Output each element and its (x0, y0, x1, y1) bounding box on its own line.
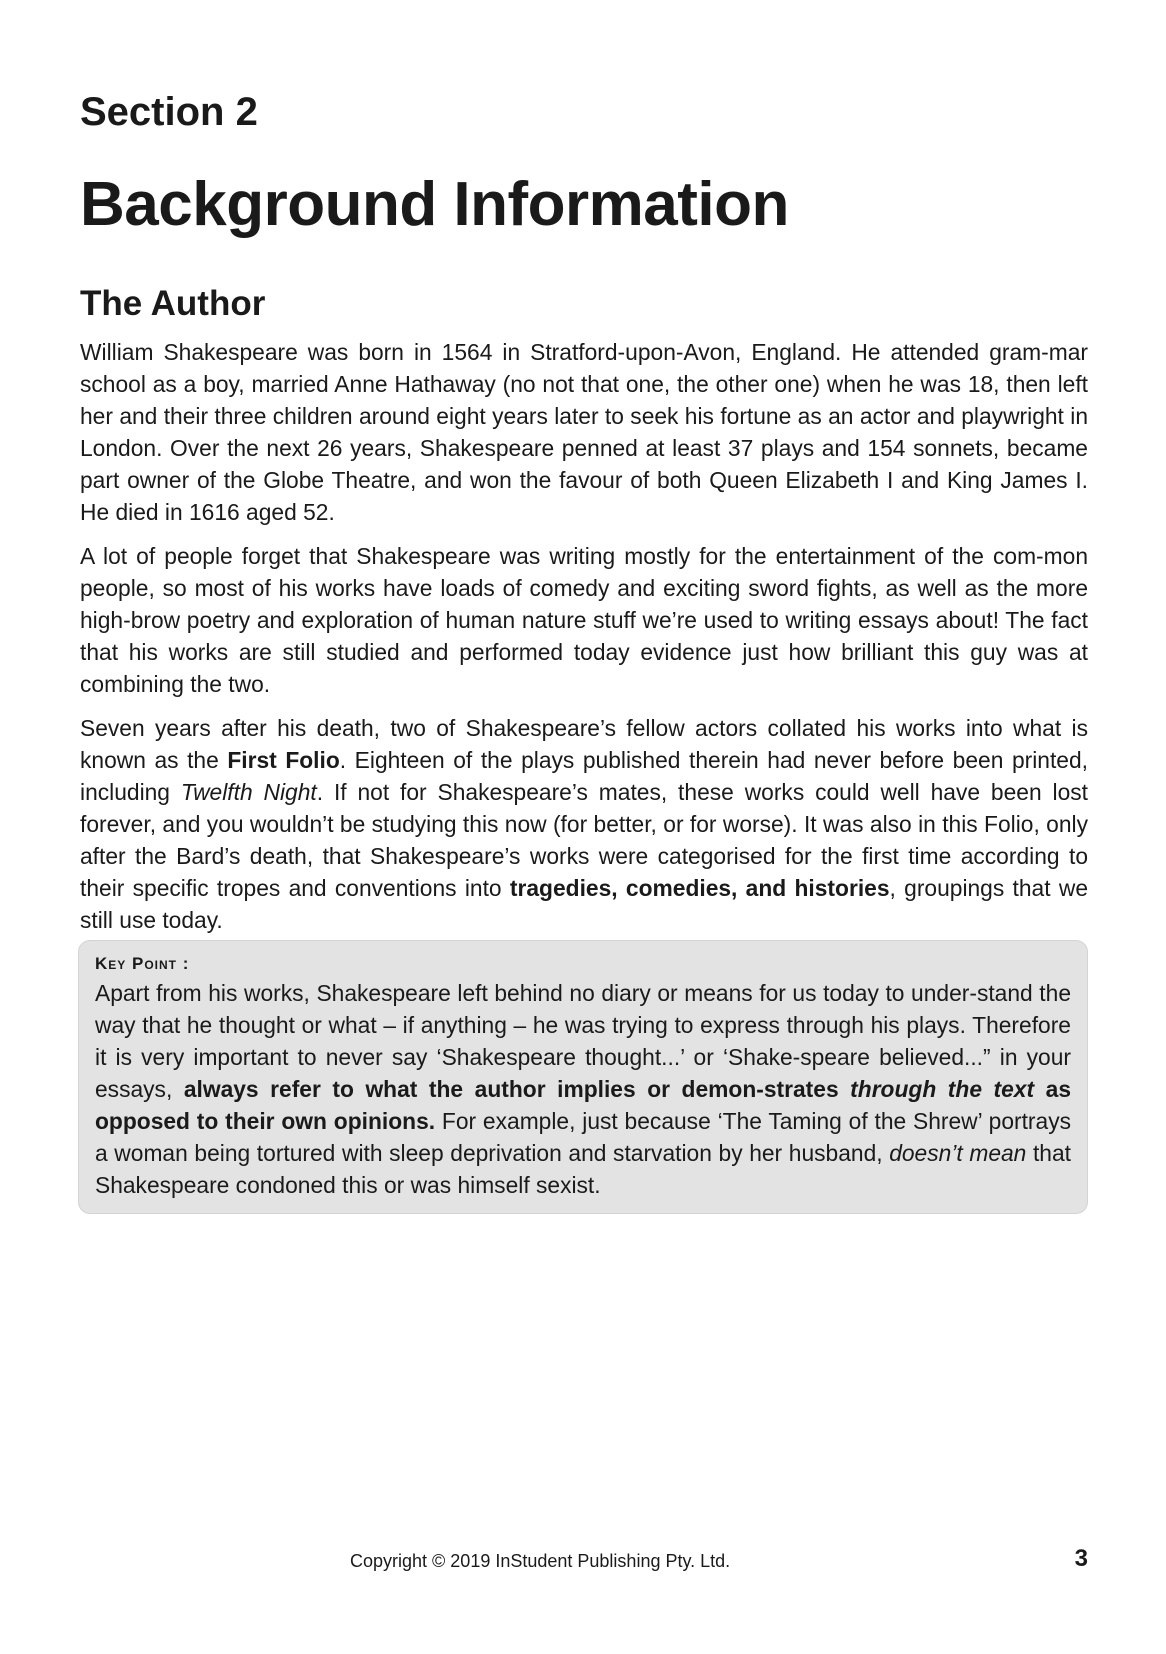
key-point-box (78, 940, 1088, 1214)
text-segment: Seven years after his death, two of Shakespeare’s fellow actors collated his works into what is known as the (80, 715, 1088, 773)
paragraph-first-folio (80, 712, 1088, 936)
play-title-twelfth-night: Twelfth Night (180, 779, 317, 805)
emphasis-italic: doesn’t mean (889, 1140, 1027, 1166)
text-segment: that Shakespeare condoned this or was himself sexist. (95, 1140, 1072, 1198)
text-segment: . Eighteen of the plays published therein had never before been printed, including (80, 747, 1088, 805)
key-point-text (95, 977, 1071, 1201)
text-segment: Apart from his works, Shakespeare left behind no diary or means for us today to under-stand the way that he thought or what – if anything – he was trying to express through his plays. Therefore it is very important to never say ‘Shakespeare thought...’ or ‘Shake-speare believed...” in your essays, (95, 980, 1071, 1102)
text-segment: , groupings that we still use today. (80, 875, 1088, 933)
text-segment: always refer to what the author implies or demon-strates (183, 1076, 851, 1102)
author-heading: The Author (80, 284, 266, 323)
body-text (80, 336, 1088, 1214)
paragraph-audience: A lot of people forget that Shakespeare was writing mostly for the entertainment of the com-mon people, so most of his works have loads of comedy and exciting sword fights, as well as the more high-brow poetry and exploration of human nature stuff we’re used to writing essays about! The fact that his works are still studied and performed today evidence just how brilliant this guy was at combining the two. (80, 543, 1088, 697)
text-segment: through the text (850, 1076, 1035, 1102)
first-folio-term: First Folio (227, 747, 340, 773)
footer-copyright: Copyright © 2019 InStudent Publishing Pty. Ltd. (350, 1551, 731, 1571)
text-segment: . If not for Shakespeare’s mates, these works could well have been lost forever, and you wouldn’t be studying this now (for better, or for worse). It was also in this Folio, only after the Bard’s death, that Shakespeare’s works were categorised for the first time according to their specific tropes and conventions into (80, 779, 1088, 901)
text-segment: as opposed to their own opinions. (95, 1076, 1071, 1134)
page-number: 3 (1074, 1545, 1088, 1572)
genre-terms: tragedies, comedies, and histories (509, 875, 890, 901)
text-segment: For example, just because ‘The Taming of the Shrew’ portrays a woman being tortured with sleep deprivation and starvation by her husband, (95, 1108, 1072, 1166)
paragraph-biography: William Shakespeare was born in 1564 in Stratford-upon-Avon, England. He attended gram-mar school as a boy, married Anne Hathaway (no not that one, the other one) when he was 18, then left her and their three children around eight years later to seek his fortune as an actor and playwright in London. Over the next 26 years, Shakespeare penned at least 37 plays and 154 sonnets, became part owner of the Globe Theatre, and won the favour of both Queen Elizabeth I and King James I. He died in 1616 aged 52. (80, 339, 1088, 525)
key-point-label: Key Point : (95, 954, 190, 973)
page-title: Background Information (80, 170, 789, 239)
section-label: Section 2 (80, 90, 258, 134)
document-page (80, 0, 1088, 1654)
